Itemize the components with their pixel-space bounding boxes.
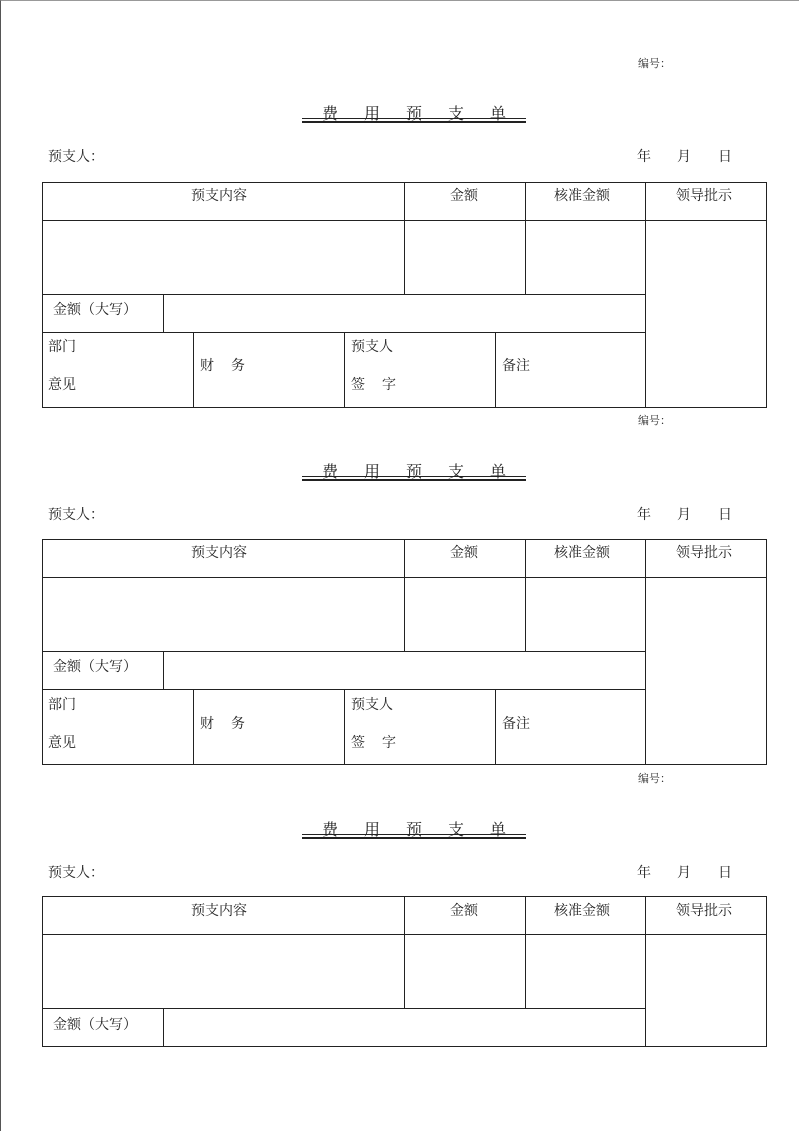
approved-header: 核准金额 — [554, 903, 610, 919]
leader-approval-field[interactable] — [645, 577, 767, 765]
leader-header: 领导批示 — [676, 545, 732, 561]
sign-label-b: 字 — [382, 735, 396, 751]
title-char: 费 — [321, 820, 338, 839]
amount-words-field[interactable] — [163, 1008, 646, 1047]
month-label: 月 — [677, 507, 691, 523]
day-label: 日 — [718, 149, 732, 165]
title-char: 费 — [321, 104, 338, 123]
amount-words-label: 金额（大写） — [53, 1017, 137, 1033]
form-number-label: 编号： — [638, 772, 671, 785]
approved-amount-field[interactable] — [525, 220, 646, 295]
approved-header: 核准金额 — [554, 545, 610, 561]
form-number-label: 编号： — [638, 414, 671, 427]
amount-words-field[interactable] — [163, 294, 646, 333]
title-underline — [302, 479, 526, 481]
opinion-label: 意见 — [48, 377, 76, 393]
content-field[interactable] — [42, 934, 405, 1009]
sign-label-a: 签 — [351, 377, 365, 393]
finance-cell[interactable] — [193, 689, 345, 765]
approved-amount-field[interactable] — [525, 577, 646, 652]
year-label: 年 — [637, 865, 651, 881]
approved-amount-field[interactable] — [525, 934, 646, 1009]
applicant-label: 预支人： — [48, 507, 104, 523]
signer-label: 预支人 — [351, 697, 393, 713]
sign-label-b: 字 — [382, 377, 396, 393]
title-char: 用 — [363, 104, 380, 123]
title-underline — [302, 834, 526, 835]
finance-label-b: 务 — [231, 716, 245, 732]
applicant-label: 预支人： — [48, 865, 104, 881]
amount-words-field[interactable] — [163, 651, 646, 690]
remarks-label: 备注 — [502, 358, 530, 374]
signer-label: 预支人 — [351, 339, 393, 355]
leader-header: 领导批示 — [676, 903, 732, 919]
title-char: 单 — [489, 104, 506, 123]
title-underline — [302, 476, 526, 477]
title-char: 用 — [363, 462, 380, 481]
opinion-label: 意见 — [48, 735, 76, 751]
content-header: 预支内容 — [191, 903, 247, 919]
content-header: 预支内容 — [191, 545, 247, 561]
form-number-label: 编号： — [638, 57, 671, 70]
amount-words-label: 金额（大写） — [53, 659, 137, 675]
leader-approval-field[interactable] — [645, 220, 767, 408]
approved-header: 核准金额 — [554, 188, 610, 204]
amount-header: 金额 — [450, 188, 478, 204]
dept-label: 部门 — [48, 339, 76, 355]
applicant-label: 预支人： — [48, 149, 104, 165]
dept-label: 部门 — [48, 697, 76, 713]
leader-approval-field[interactable] — [645, 934, 767, 1047]
content-header: 预支内容 — [191, 188, 247, 204]
amount-header: 金额 — [450, 545, 478, 561]
title-char: 预 — [405, 462, 422, 481]
remarks-label: 备注 — [502, 716, 530, 732]
title-char: 预 — [405, 820, 422, 839]
title-char: 支 — [447, 820, 464, 839]
title-char: 用 — [363, 820, 380, 839]
title-char: 支 — [447, 104, 464, 123]
finance-label-b: 务 — [231, 358, 245, 374]
title-underline — [302, 837, 526, 839]
finance-label-a: 财 — [200, 358, 214, 374]
title-underline — [302, 121, 526, 123]
day-label: 日 — [718, 865, 732, 881]
title-char: 支 — [447, 462, 464, 481]
finance-label-a: 财 — [200, 716, 214, 732]
amount-header: 金额 — [450, 903, 478, 919]
content-field[interactable] — [42, 220, 405, 295]
content-field[interactable] — [42, 577, 405, 652]
year-label: 年 — [637, 507, 651, 523]
leader-header: 领导批示 — [676, 188, 732, 204]
month-label: 月 — [677, 865, 691, 881]
amount-field[interactable] — [404, 934, 526, 1009]
year-label: 年 — [637, 149, 651, 165]
title-char: 单 — [489, 820, 506, 839]
month-label: 月 — [677, 149, 691, 165]
finance-cell[interactable] — [193, 332, 345, 408]
title-underline — [302, 118, 526, 119]
day-label: 日 — [718, 507, 732, 523]
title-char: 费 — [321, 462, 338, 481]
sign-label-a: 签 — [351, 735, 365, 751]
amount-field[interactable] — [404, 577, 526, 652]
title-char: 预 — [405, 104, 422, 123]
amount-field[interactable] — [404, 220, 526, 295]
amount-words-label: 金额（大写） — [53, 302, 137, 318]
title-char: 单 — [489, 462, 506, 481]
